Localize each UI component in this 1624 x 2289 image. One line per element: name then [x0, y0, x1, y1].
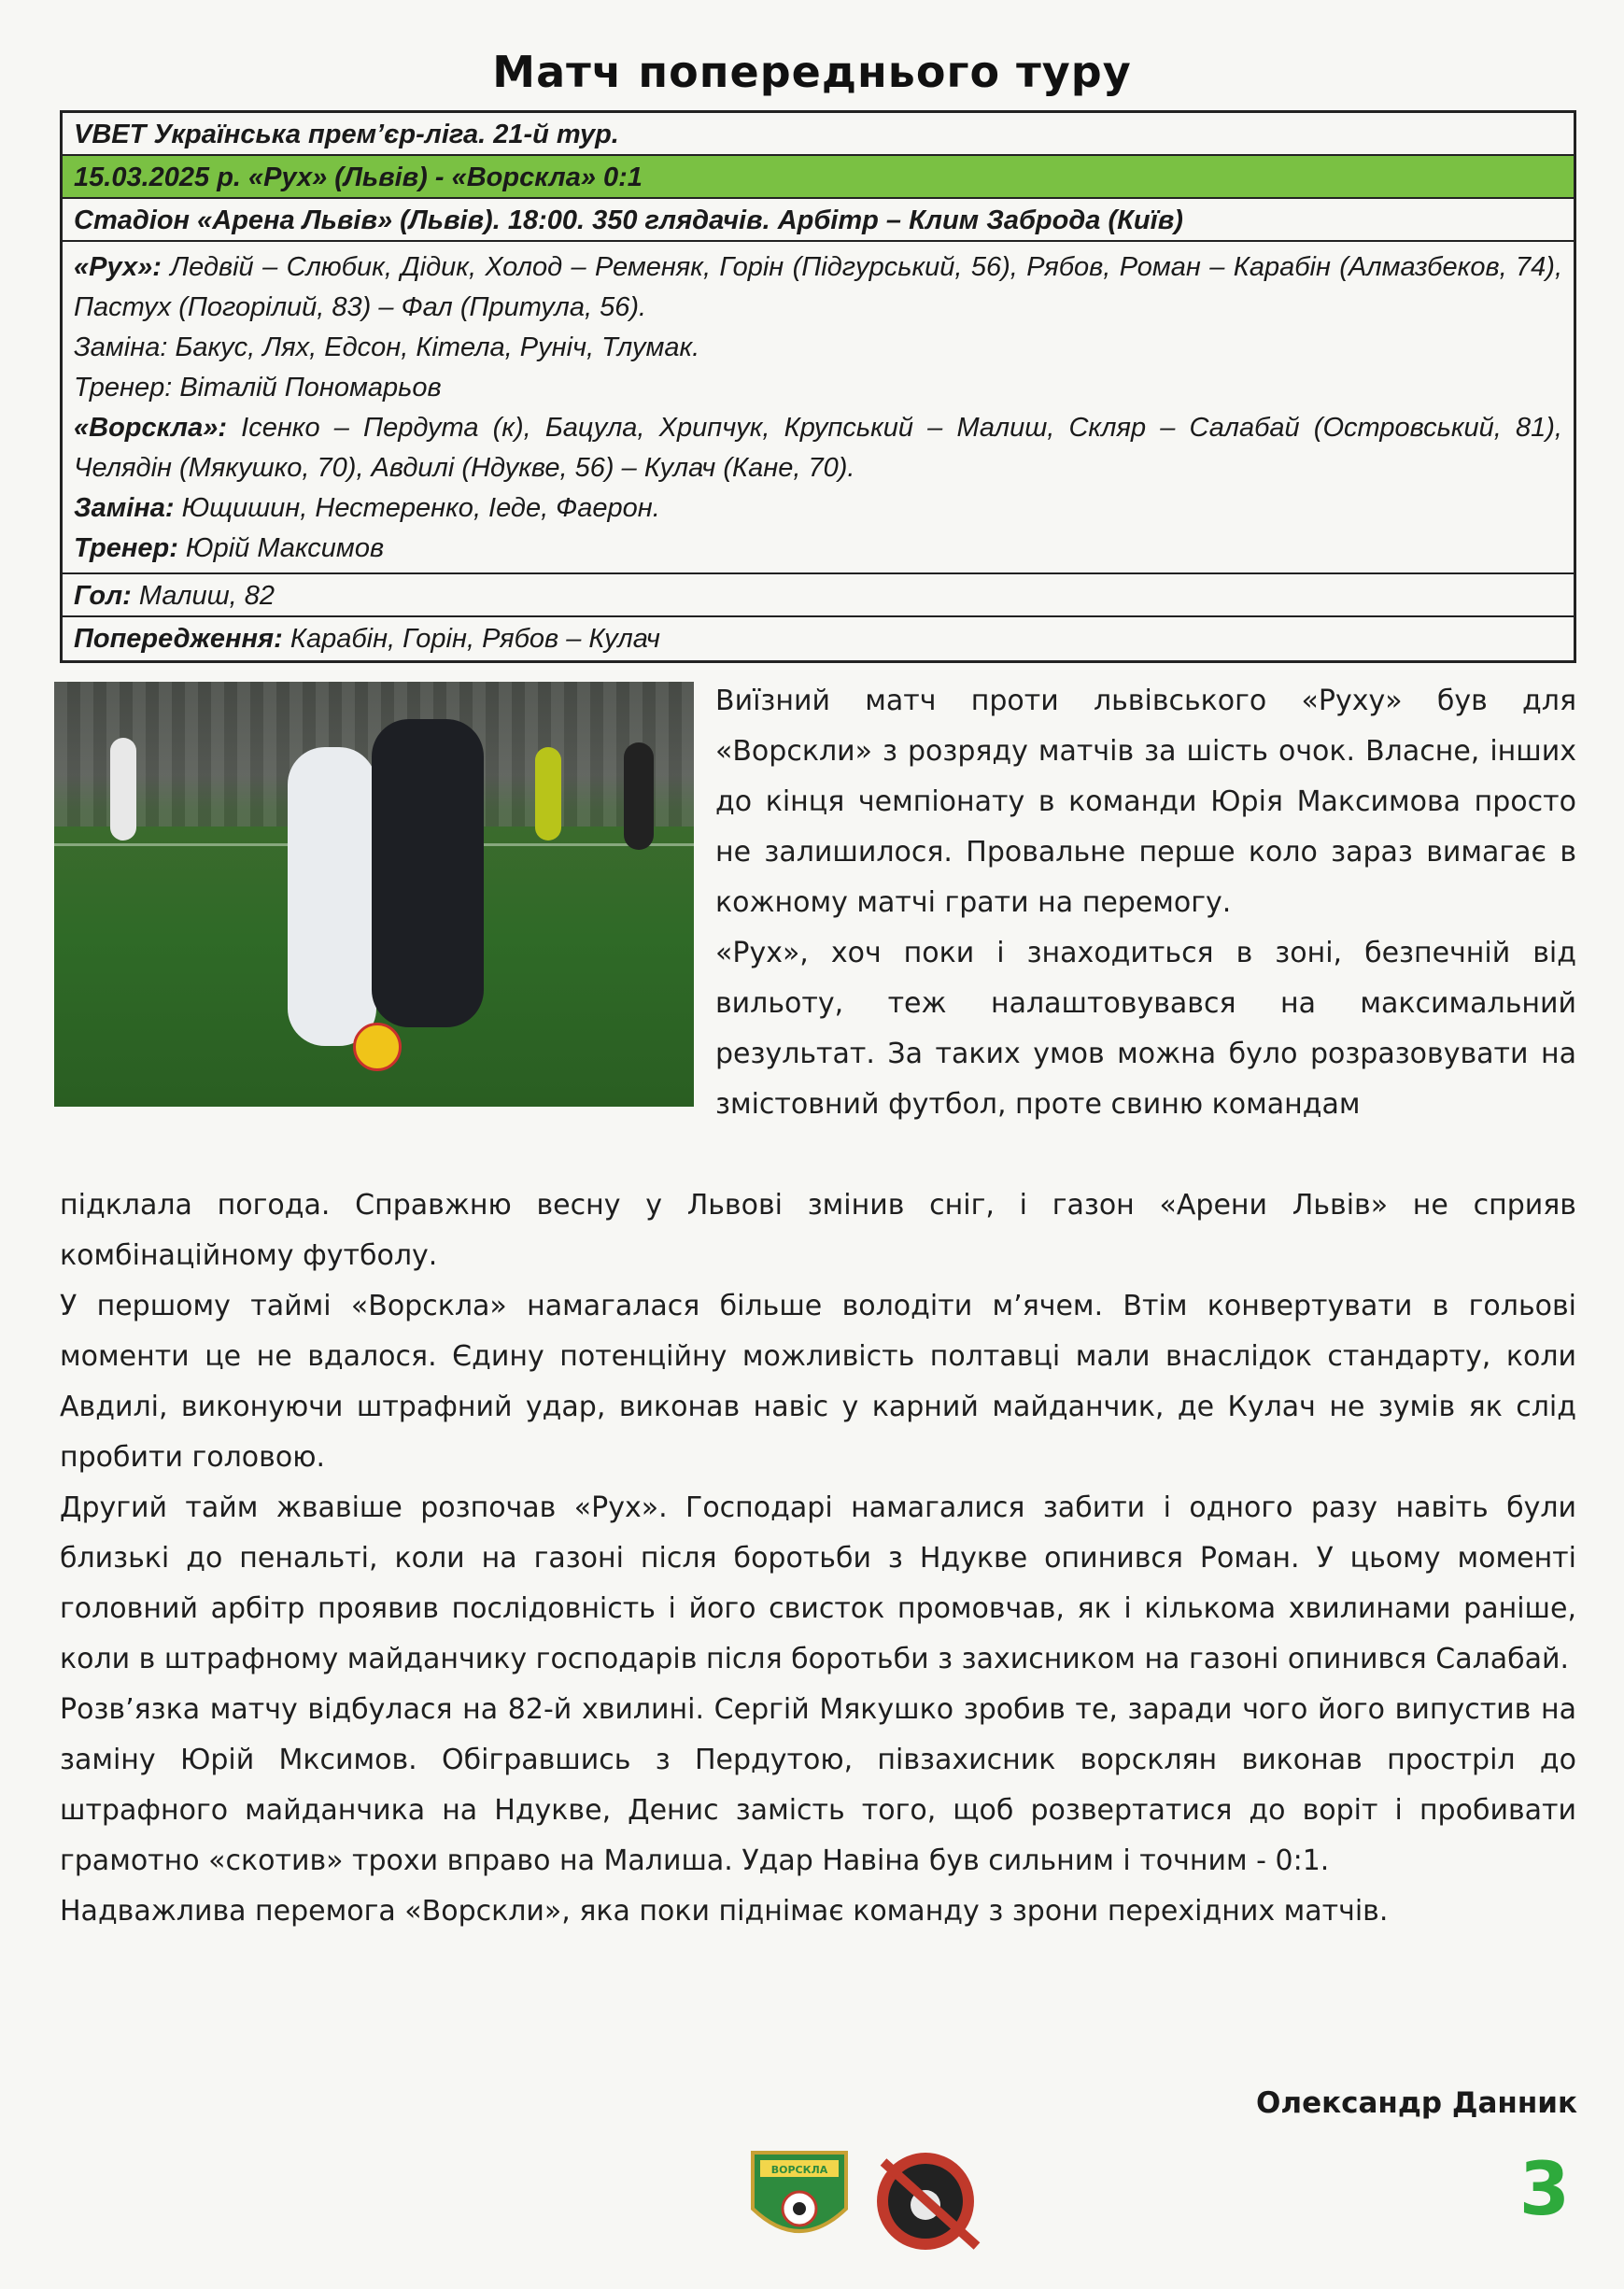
article-paragraph: «Рух», хоч поки і знаходиться в зоні, безпечній від вильоту, теж налаштовувався на максимальний результат. За таких умов можна було розразовувати на змістовний футбол, проте свиню командам	[715, 937, 1576, 1121]
author-name: Олександр Данник	[1256, 2086, 1577, 2120]
stadium-row: Стадіон «Арена Львів» (Львів). 18:00. 350 глядачів. Арбітр – Клим Заброда (Київ)	[63, 199, 1574, 242]
photo-player-dark	[372, 719, 484, 1027]
photo-background-player-2	[535, 747, 561, 841]
vorskla-label: «Ворскла»:	[74, 413, 228, 443]
article-paragraph: Другий тайм жвавіше розпочав «Рух». Господарі намагалися забити і одного разу навіть були близькі до пенальті, коли на газоні після боротьби з Ндукве опинився Роман. У цьому моменті головний арбітр проявив послідовність і його свисток промовчав, як і кількома хвилинами раніше, коли в штрафному майданчику господарів після боротьби з захисником на газоні опинився Салабай.	[60, 1491, 1576, 1675]
vorskla-subs-list: Ющишин, Нестеренко, Іеде, Фаерон.	[174, 493, 660, 523]
kryvbas-logo	[877, 2153, 977, 2250]
rukh-subs-label: Заміна:	[74, 332, 168, 362]
rukh-subs	[74, 328, 1562, 368]
cards-label: Попередження:	[74, 624, 283, 654]
rukh-coach	[74, 368, 1562, 408]
vorskla-coach	[74, 529, 1562, 569]
article-paragraph: У першому таймі «Ворскла» намагалася більше володіти м’ячем. Втім конвертувати в гольові моменти це не вдалося. Єдину потенційну можливість полтавці мали внаслідок стандарту, коли Авдилі, виконуючи штрафний удар, виконав навіс у карний майданчик, де Кулач не зумів як слід пробити головою.	[60, 1290, 1576, 1474]
vorskla-coach-label: Тренер:	[74, 533, 178, 563]
rukh-label: «Рух»:	[74, 252, 162, 282]
article-column	[715, 676, 1576, 1130]
photo-background-player-1	[110, 738, 136, 841]
goal-label: Гол:	[74, 581, 132, 611]
svg-text:ВОРСКЛА: ВОРСКЛА	[770, 2164, 828, 2176]
page-number: 3	[1518, 2148, 1570, 2232]
rukh-players: Ледвій – Слюбик, Дідик, Холод – Ременяк, Горін (Підгурський, 56), Рябов, Роман – Карабін (Алмазбеков, 74), Пастух (Погорілий, 83) – Фал (Притула, 56).	[74, 252, 1562, 322]
rukh-lineup	[74, 247, 1562, 328]
vorskla-coach-name: Юрій Максимов	[177, 533, 385, 563]
article-paragraph: Розв’язка матчу відбулася на 82-й хвилині. Сергій Мякушко зробив те, заради чого його випустив на заміну Юрій Мксимов. Обігравшись з Пердутою, півзахисник ворсклян виконав прострiл до штрафного майданчика на Ндукве, Денис замість того, щоб розвертатися до воріт і пробивати грамотно «скотив» трохи вправо на Малиша. Удар Навіна був сильним і точним - 0:1.	[60, 1693, 1576, 1877]
vorskla-lineup	[74, 408, 1562, 488]
article-paragraph: підклала погода. Справжню весну у Львові змінив сніг, і газон «Арени Львів» не сприяв комбінаційному футболу.	[60, 1189, 1576, 1272]
photo-player-white	[288, 747, 376, 1046]
article-paragraph: Виїзний матч проти львівського «Руху» був для «Ворскли» з розряду матчів за шість очок. Власне, інших до кінця чемпіонату в команди Юрія Максимова просто не залишилося. Провальне перше коло зараз вимагає в кожному матчі грати на перемогу.	[715, 685, 1576, 919]
rukh-coach-name: Віталій Пономарьов	[172, 373, 442, 403]
league-row: VBET Українська прем’єр-ліга. 21-й тур.	[63, 113, 1574, 156]
vorskla-subs-label: Заміна:	[74, 493, 175, 523]
article-full-width	[60, 1180, 1576, 1937]
page-title: Матч попереднього туру	[492, 47, 1132, 97]
cards-row	[63, 617, 1574, 660]
article-paragraph: Надважлива перемога «Ворскли», яка поки піднімає команду з зрони перехідних матчів.	[60, 1895, 1389, 1928]
match-info-table	[60, 110, 1576, 663]
vorskla-players: Ісенко – Пердута (к), Бацула, Хрипчук, Крупський – Малиш, Скляр – Салабай (Островський, 81), Челядін (Мякушко, 70), Авдилі (Ндукве, 56) – Кулач (Кане, 70).	[74, 413, 1562, 483]
vorskla-logo	[753, 2153, 846, 2231]
photo-ball	[353, 1023, 402, 1071]
match-photo	[54, 682, 694, 1107]
rukh-subs-list: Бакус, Лях, Едсон, Кітела, Руніч, Тлумак.	[167, 332, 700, 362]
goal-value: Малиш, 82	[131, 581, 275, 611]
result-row: 15.03.2025 р. «Рух» (Львів) - «Ворскла» 0:1	[63, 156, 1574, 199]
club-logos	[743, 2143, 986, 2255]
vorskla-subs	[74, 488, 1562, 529]
cards-value: Карабін, Горін, Рябов – Кулач	[282, 624, 660, 654]
rukh-coach-label: Тренер:	[74, 373, 173, 403]
goal-row	[63, 574, 1574, 617]
lineups-block	[63, 242, 1574, 574]
photo-background-player-3	[624, 742, 654, 850]
